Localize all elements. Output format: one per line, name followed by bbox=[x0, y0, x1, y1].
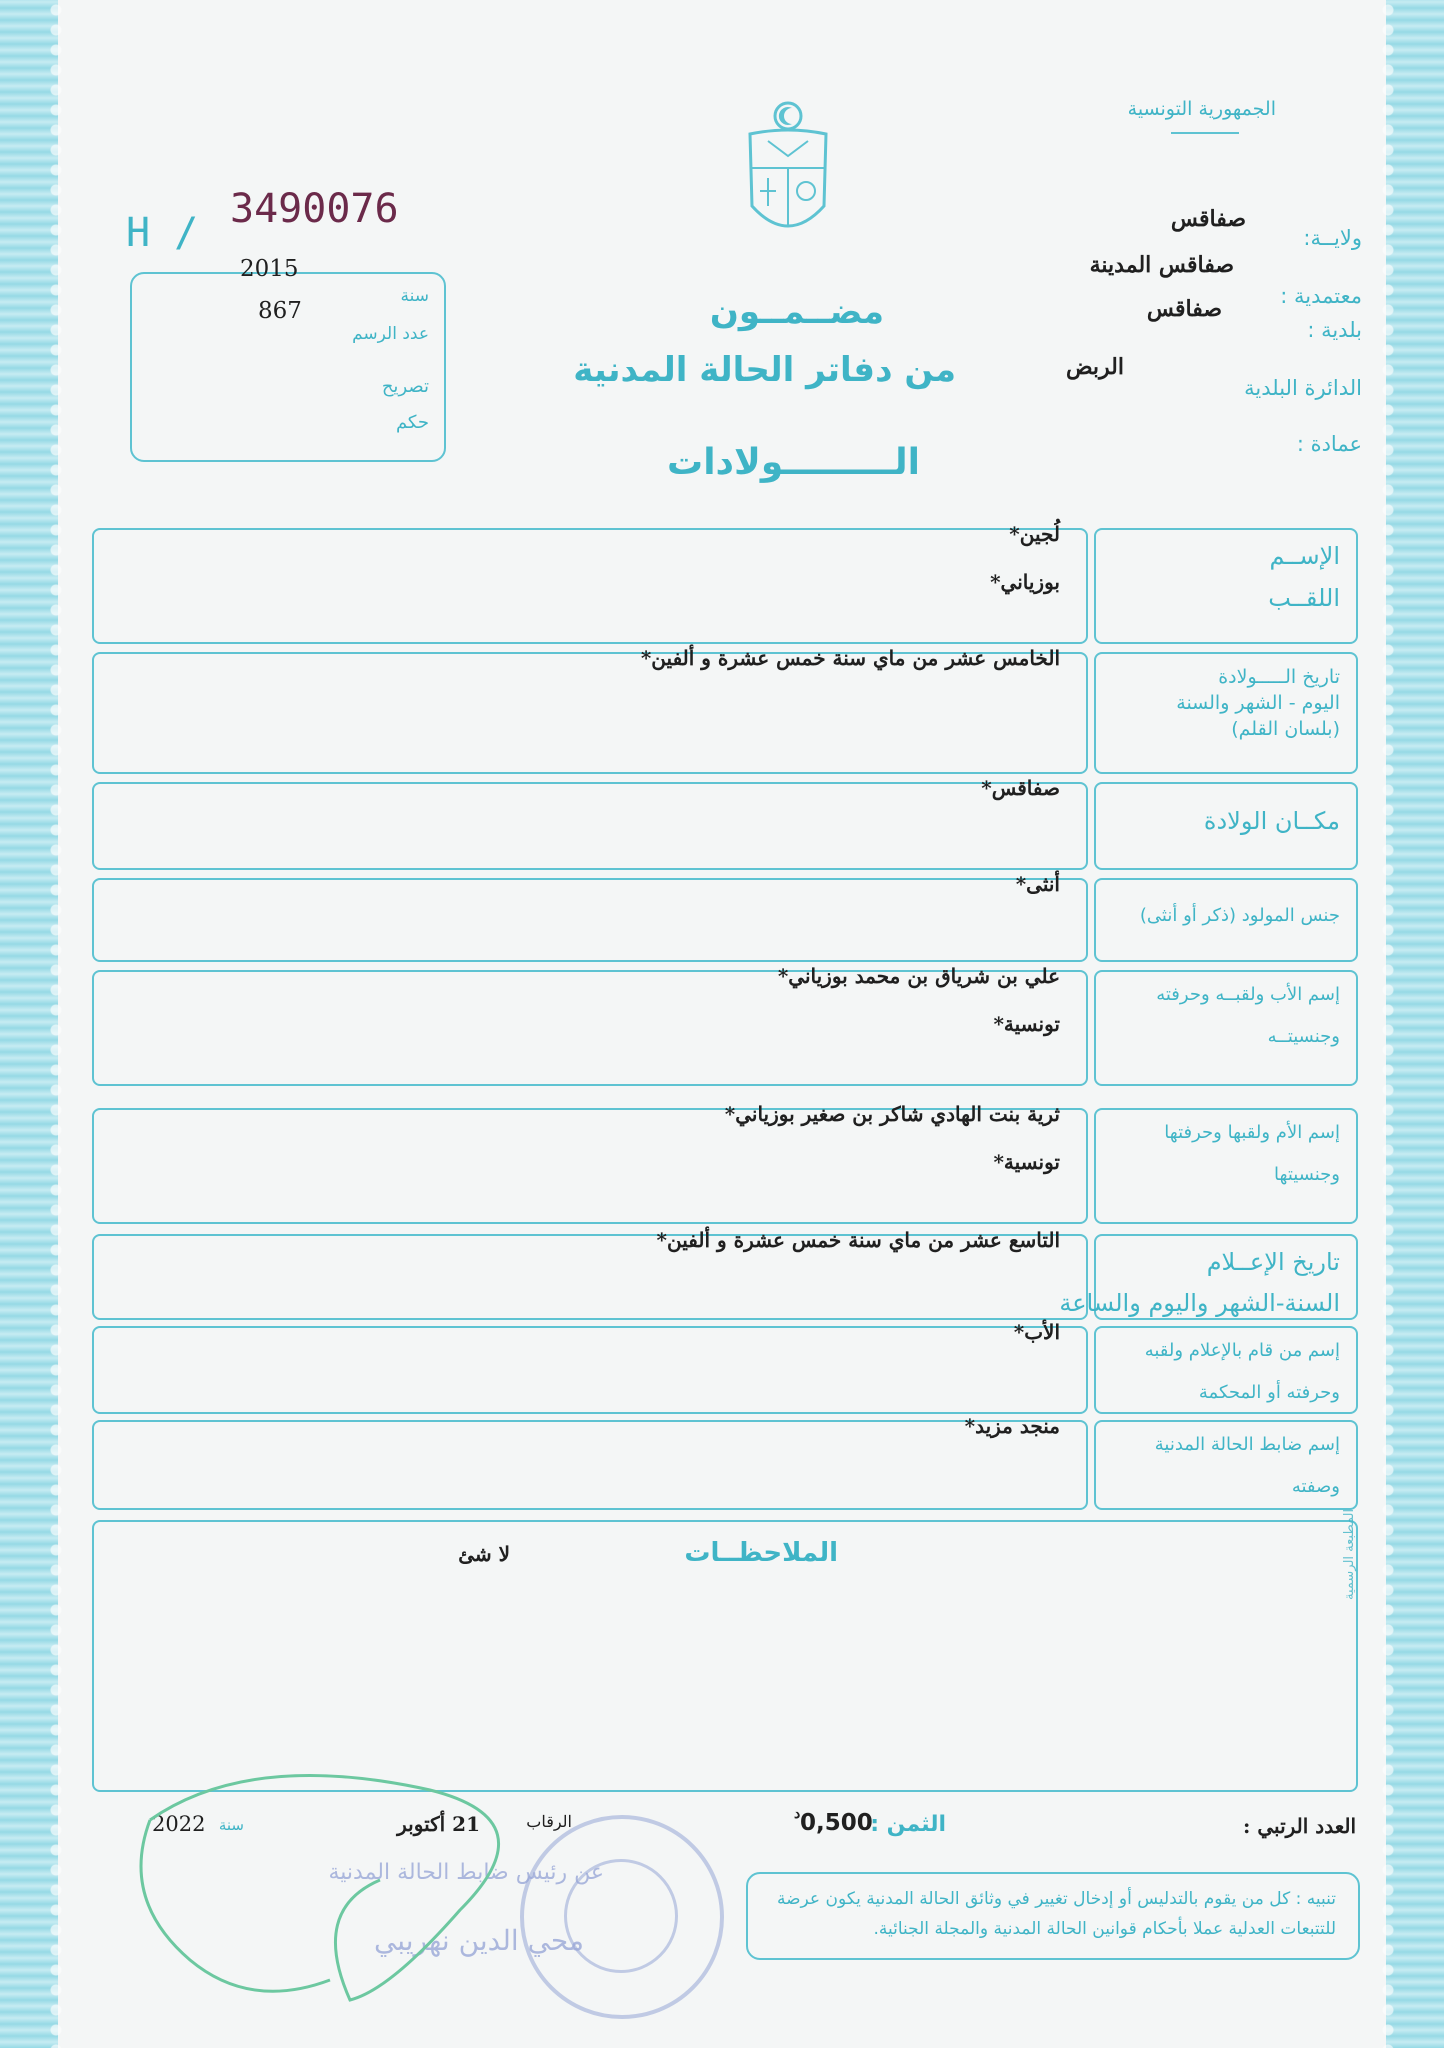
signature-name: محي الدين نهريبي bbox=[373, 1924, 584, 1957]
title-line3: الـــــــــولادات bbox=[667, 442, 920, 483]
price-unit: د bbox=[794, 1806, 801, 1822]
field-value: التاسع عشر من ماي سنة خمس عشرة و ألفين* bbox=[656, 1228, 1060, 1252]
stamp-text: عن رئيس ضابط الحالة المدنية bbox=[328, 1860, 604, 1885]
field-label: اللقــب bbox=[1268, 584, 1340, 612]
field-label: إسم ضابط الحالة المدنية bbox=[1154, 1434, 1340, 1455]
field-label: إسم من قام بالإعلام ولقبه bbox=[1144, 1340, 1340, 1361]
serial-number: 3490076 bbox=[230, 186, 399, 232]
official-stamp bbox=[520, 1815, 724, 2019]
field-label: إسم الأب ولقبــه وحرفته bbox=[1156, 984, 1340, 1005]
republic-underline bbox=[1171, 132, 1239, 134]
price-label: الثمن : bbox=[870, 1812, 946, 1837]
ordinal-label: العدد الرتبي : bbox=[1243, 1814, 1356, 1838]
title-line2: من دفاتر الحالة المدنية bbox=[573, 350, 956, 390]
field-value: أنثى* bbox=[1015, 872, 1060, 896]
omada-label: عمادة : bbox=[1296, 432, 1362, 456]
field-label: إسم الأم ولقبها وحرفتها bbox=[1164, 1122, 1340, 1143]
daira-label: الدائرة البلدية bbox=[1244, 376, 1362, 400]
wilaya-value: صفاقس bbox=[1170, 206, 1246, 232]
field-value: تونسية* bbox=[993, 1150, 1060, 1174]
field-value: الأب* bbox=[1013, 1320, 1060, 1344]
field-label: وجنسيتــه bbox=[1267, 1026, 1340, 1047]
registry-record-label: عدد الرسم bbox=[352, 324, 429, 344]
field-label: مكــان الولادة bbox=[1203, 807, 1340, 836]
wilaya-label: ولايــة: bbox=[1303, 226, 1362, 250]
year-value: 2022 bbox=[152, 1812, 206, 1836]
field-value: بوزياني* bbox=[990, 570, 1060, 594]
registry-judgment-label: حكم bbox=[395, 412, 429, 433]
field-value-box bbox=[92, 528, 1088, 644]
field-label: وصفته bbox=[1291, 1476, 1340, 1497]
field-label: السنة-الشهر واليوم والساعة bbox=[1059, 1289, 1340, 1317]
field-value-box bbox=[92, 1326, 1088, 1414]
daira-value: الربض bbox=[1065, 354, 1124, 380]
baladia-value: صفاقس bbox=[1146, 296, 1222, 322]
field-label: الإســم bbox=[1269, 542, 1340, 570]
motamadia-label: معتمدية : bbox=[1280, 284, 1362, 308]
field-label: وجنسيتها bbox=[1274, 1164, 1340, 1185]
field-value: ثرية بنت الهادي شاكر بن صغير بوزياني* bbox=[724, 1102, 1060, 1126]
field-value: منجد مزيد* bbox=[964, 1414, 1060, 1438]
printer-mark: المطبعة الرسمية bbox=[1342, 1508, 1357, 1600]
field-value-box bbox=[92, 652, 1088, 774]
field-value: تونسية* bbox=[993, 1012, 1060, 1036]
coat-of-arms-icon bbox=[738, 96, 838, 246]
field-label: تاريخ الـــــولادة bbox=[1218, 666, 1340, 688]
field-label: (بلسان القلم) bbox=[1231, 718, 1340, 740]
field-value: الخامس عشر من ماي سنة خمس عشرة و ألفين* bbox=[640, 646, 1060, 670]
title-line1: مضــمــون bbox=[709, 292, 884, 332]
signature-icon bbox=[130, 1760, 550, 2020]
price-value: 0,500 bbox=[800, 1810, 873, 1836]
republic-heading: الجمهورية التونسية bbox=[1127, 98, 1276, 120]
baladia-label: بلدية : bbox=[1307, 318, 1362, 342]
notice-text: تنبيه : كل من يقوم بالتدليس أو إدخال تغيير في وثائق الحالة المدنية يكون عرضة للتتبعات العدلية عملا بأحكام قوانين الحالة المدنية والمجلة الجنائية. bbox=[777, 1889, 1336, 1939]
field-value: لُجين* bbox=[1009, 522, 1060, 546]
registry-year-label: سنة bbox=[400, 286, 429, 306]
field-value-box bbox=[92, 878, 1088, 962]
year-label: سنة bbox=[218, 1816, 244, 1834]
date-value: 21 أكتوبر bbox=[397, 1812, 480, 1836]
field-value: صفاقس* bbox=[981, 776, 1060, 800]
motamadia-value: صفاقس المدينة bbox=[1089, 252, 1234, 278]
registry-record-value: 867 bbox=[258, 298, 302, 324]
remarks-value: لا شئ bbox=[458, 1542, 510, 1566]
field-label: وحرفته أو المحكمة bbox=[1198, 1382, 1340, 1403]
serial-prefix: H / bbox=[126, 210, 199, 256]
field-value-box bbox=[92, 1420, 1088, 1510]
field-label: جنس المولود (ذكر أو أنثى) bbox=[1139, 905, 1340, 927]
registry-year-value: 2015 bbox=[240, 256, 299, 282]
field-label: تاريخ الإعــلام bbox=[1206, 1248, 1340, 1276]
field-value-box bbox=[92, 782, 1088, 870]
registry-declaration-label: تصريح bbox=[381, 376, 429, 397]
remarks-label: الملاحظــات bbox=[684, 1538, 838, 1568]
place-label: الرقاب bbox=[526, 1812, 572, 1831]
field-label: اليوم - الشهر والسنة bbox=[1176, 692, 1340, 714]
field-value: علي بن شرياق بن محمد بوزياني* bbox=[777, 964, 1060, 988]
